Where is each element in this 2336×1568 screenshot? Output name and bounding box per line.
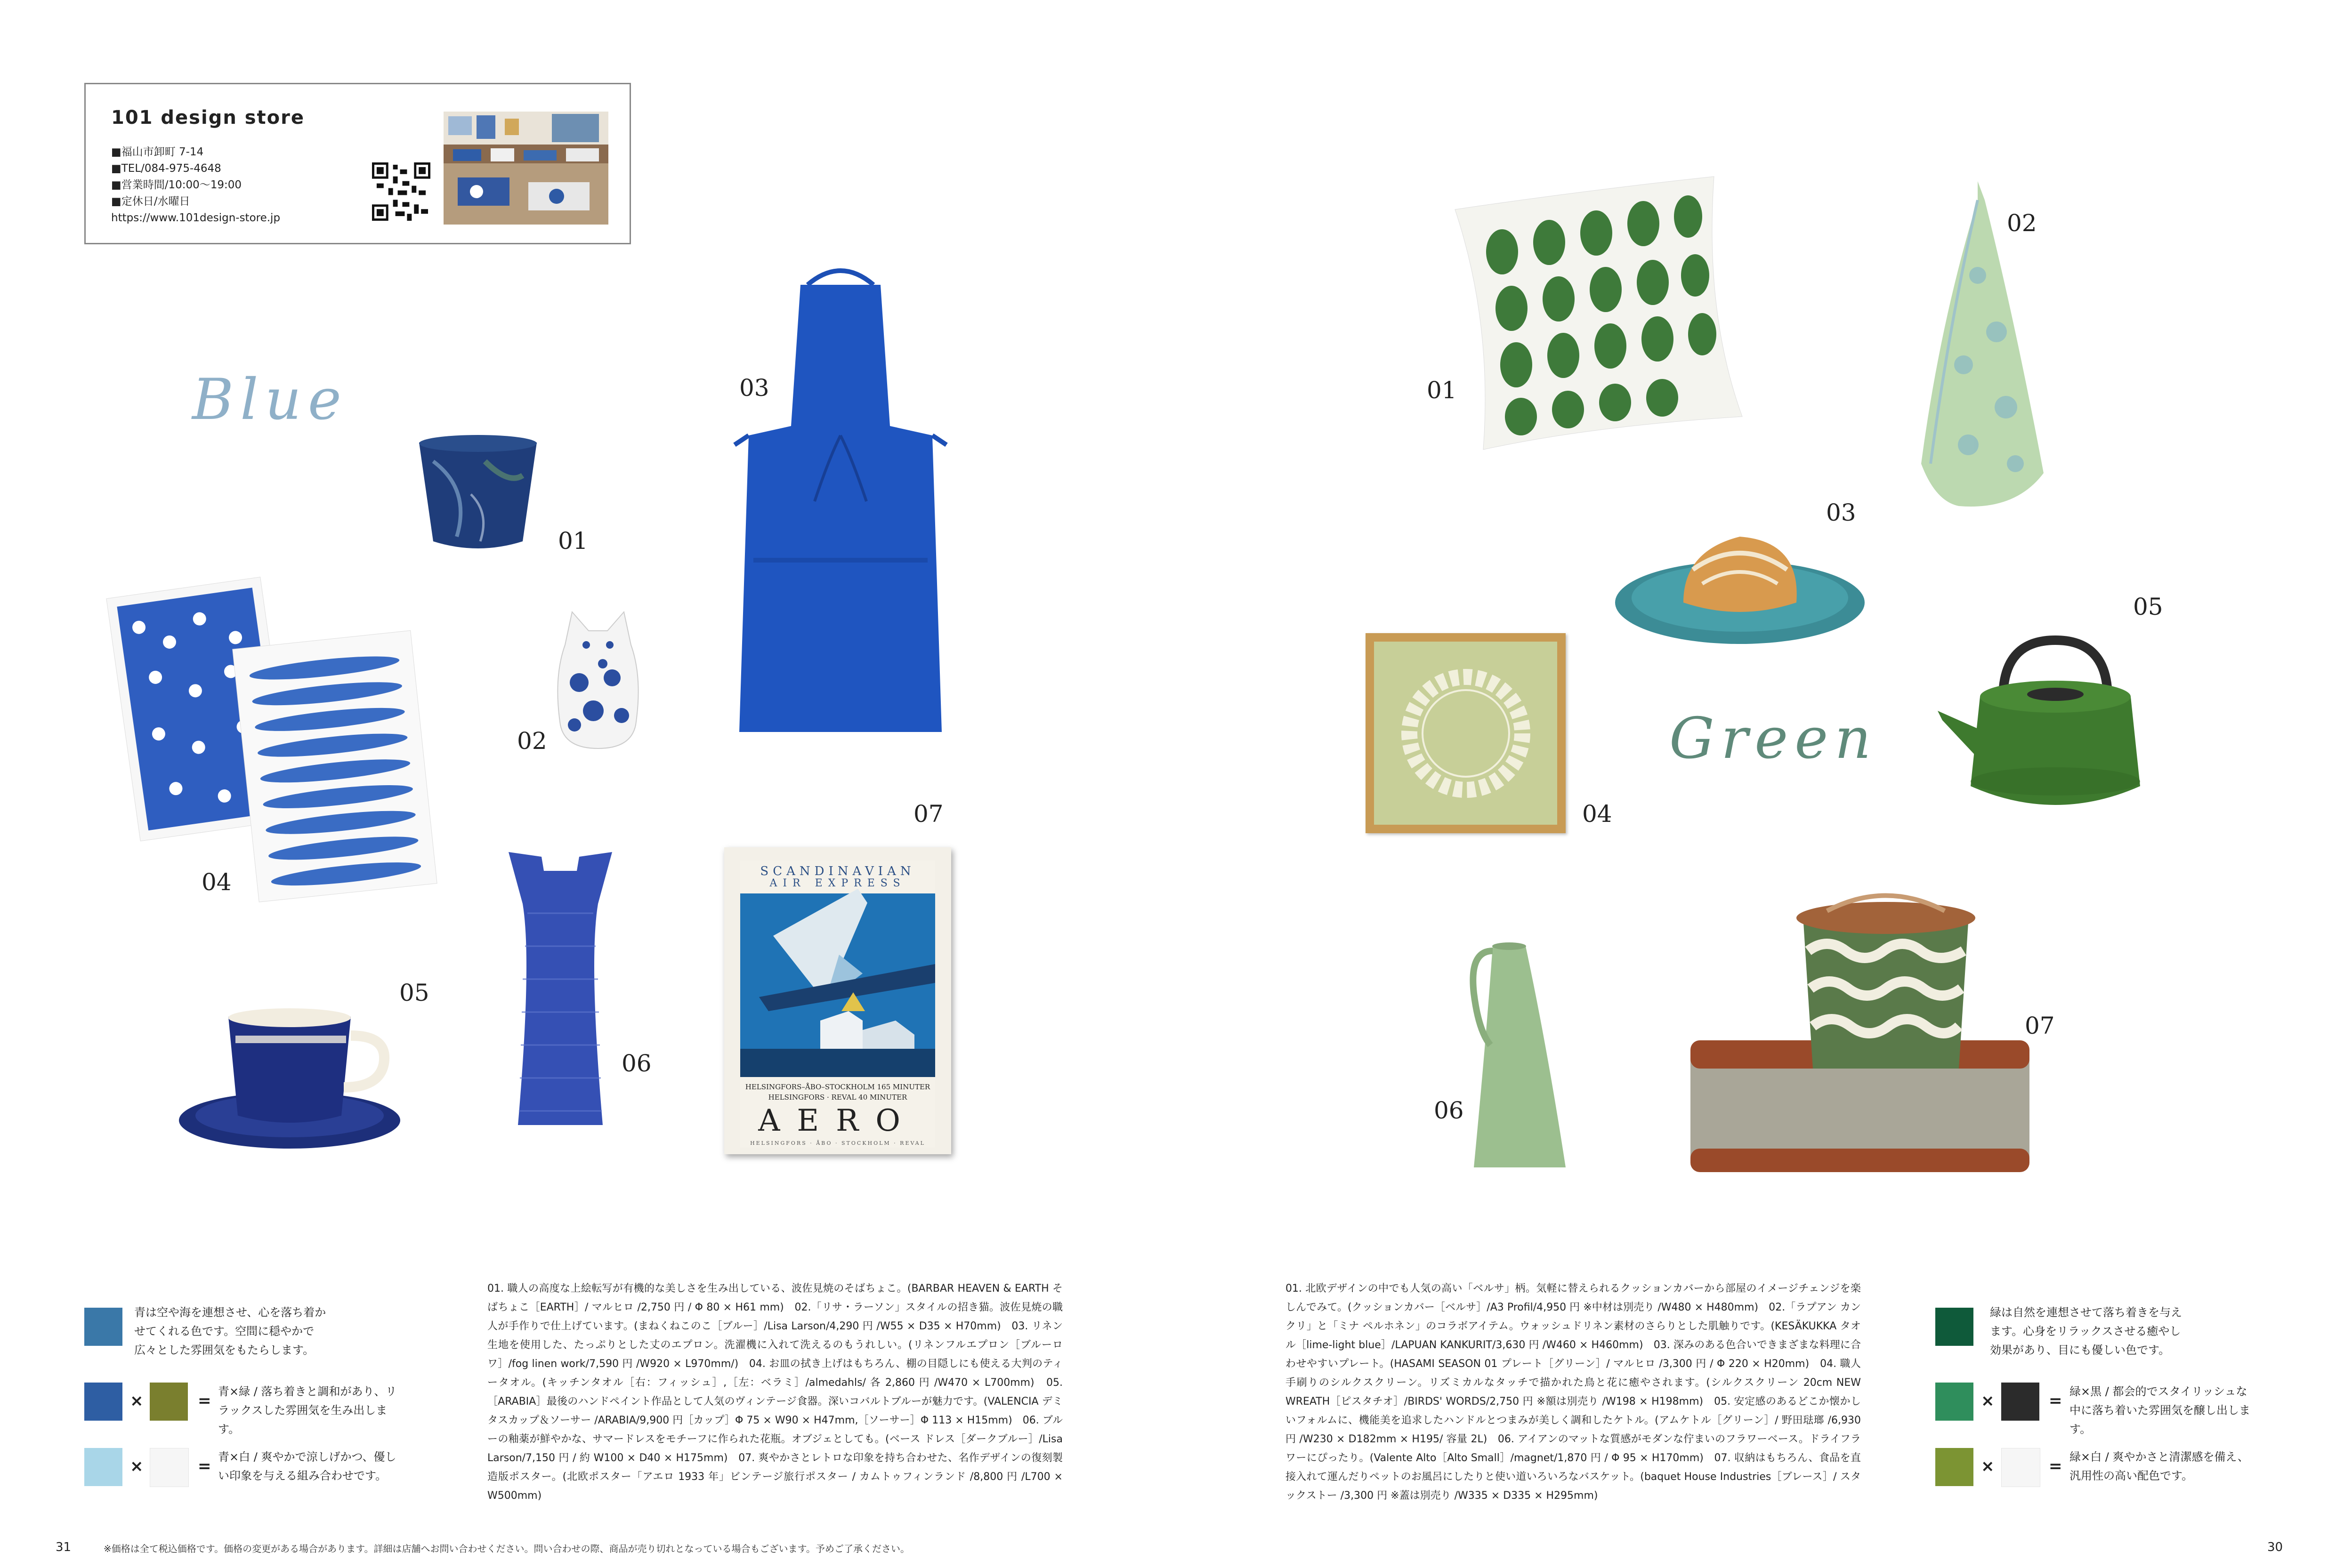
blue-label-06: 06 [622,1050,652,1077]
green-swatch-text-1: 緑は自然を連想させて落ち着きを与えます。心身をリラックスさせる癒やし効果があり、目にも優しい色です。 [1990,1306,2182,1357]
blue-swatch-light [84,1448,122,1486]
store-hours: ■営業時間/10:00～19:00 [111,179,242,191]
green-swatch-olive [1935,1448,1973,1486]
equals-sign: = [2049,1391,2062,1410]
framed-print-photo [1366,633,1566,833]
wreath-icon [1374,642,1557,825]
store-closed-day: ■定休日/水曜日 [111,195,190,208]
aero-poster-photo [724,847,951,1154]
blue-label-07: 07 [913,800,944,828]
poster-top-2: AIR EXPRESS [769,877,906,889]
blue-label-01: 01 [558,527,588,555]
blue-label-05: 05 [399,979,429,1006]
poster-title: AERO [758,1103,917,1138]
blue-swatch-text-2: 青×緑 / 落ち着きと調和があり、リラックスした雰囲気を生み出します。 [218,1385,397,1436]
green-label-04: 04 [1582,800,1612,828]
times-sign: × [1981,1457,1995,1476]
store-phone: ■TEL/084-975-4648 [111,162,221,175]
blue-caption: 01. 職人の高度な上絵転写が有機的な美しさを生み出している、波佐見焼のそばちょこ。(BARBAR HEAVEN & EARTH そばちょこ［EARTH］/ マルヒロ /2,750 円 / Φ 80 × H61 mm) 02.「リサ・ラーソン」スタイルの招き猫。波佐見焼の職人が手作りで仕上げています。(まねくねこのこ［ブルー］/Lisa Larson/4,290 円 /W55 × D35 × H70mm) 03. リネン生地を使用した、たっぷりとした丈のエプロン。洗濯機に入れて洗えるのもうれしい。(リネンフルエプロン［ブルーロワ］/fog linen work/7,590 円 /W920 × L970mm/) 04. お皿の拭き上げはもちろん、棚の目隠しにも使える大判のティータオル。(キッチンタオル［右：フィッシュ］,［左：ベラミ］/almedahls/ 各 2,860 円 /W470 × L700mm) 05.［ARABIA］最後のハンドペイント作品として人気のヴィンテージ食器。深いコバルトブルーが魅力です。(VALENCIA デミタスカップ＆ソーサー /ARABIA/9,900 円［カップ］Φ 75 × W90 × H47mm,［ソーサー］Φ 113 × H15mm) 06. ブルーの釉薬が鮮やかな、サマードレスをモチーフに作られた花瓶。オブジェとしても。(ベース ドレス［ダークブルー］/Lisa Larson/7,150 円 / 約 W100 × D40 × H175mm) 07. 爽やかさとレトロな印象を持ち合わせた、名作デザインの復刻製造版ポスター。(北欧ポスター「アエロ 1933 年」ビンテージ旅行ポスター / カムトゥフィンランド /8,800 円 /L700 × W500mm) [487,1283,1063,1502]
green-label-05: 05 [2133,593,2163,620]
page-number-right: 30 [2267,1540,2283,1554]
blue-swatch-green [150,1383,188,1421]
green-caption: 01. 北欧デザインの中でも人気の高い「ベルサ」柄。気軽に替えられるクッションカバーから部屋のイメージチェンジを楽しんでみて。(クッションカバー［ベルサ］/A3 Profil/4,950 円 ※中材は別売り /W480 × H480mm) 02.「ラプアン カンクリ」と「ミナ ペルホネン」のコラボアイテム。ウォッシュドリネン素材のさらりとした肌触りです。(KESÄKUKKA タオル［lime-light blue］/LAPUAN KANKURIT/3,630 円 /W460 × H460mm) 03. 深みのある色合いできまざまな料理に合わせやすいプレート。(HASAMI SEASON 01 プレート［グリーン］/ マルヒロ /3,300 円 / Φ 220 × H20mm) 04. 職人手刷りのシルクスクリーン。リズミカルなタッチで描かれた鳥と花に癒やされます。(シルクスクリーン 20cm NEW WREATH［ピスタチオ］/BIRDS' WORDS/2,750 円 ※額は別売り /W198 × H198mm) 05. 安定感のあるどこか懐かしいフォルムに、機能美を追求したハンドルとつまみが美しく調和したケトル。(アムケトル［グリーン］/ 野田琺瑯 /6,930 円 /W230 × D182mm × H195/ 容量 2L) 06. アイアンのマットな質感がモダンな佇まいのフラワーベース。ドライフラワーにぴったり。(Valente Alto［Alto Small］/magnet/1,870 円 / Φ 95 × H170mm) 07. 収納はもちろん、食品を直接入れて運んだりペットのお風呂にしたりと使い道いろいろなバスケット。(baquet House Industries［ブレース］/ スタックストー /3,300 円 ※蓋は別売り /W335 × D335 × H295mm) [1285,1283,1861,1502]
basket-suitcase-photo [1686,885,2034,1177]
green-swatch-white [2001,1448,2040,1487]
dress-vase-photo [499,843,622,1134]
times-sign: × [130,1391,144,1410]
blue-label-04: 04 [202,868,232,896]
demitasse-cup-photo [177,1003,407,1153]
blue-swatch-white [150,1448,189,1487]
poster-bottom: HELSINGFORS · ÅBO · STOCKHOLM · REVAL [750,1140,925,1146]
linen-apron-photo [735,257,946,741]
green-label-01: 01 [1427,377,1457,404]
qr-code-icon[interactable] [372,162,430,221]
soba-cup-photo [414,433,542,555]
blue-label-02: 02 [517,727,547,755]
blue-swatch-text-3: 青×白 / 爽やかで涼しげかつ、優しい印象を与える組み合わせです。 [218,1450,396,1482]
store-name: 101 design store [111,107,305,129]
blue-swatch-main [84,1308,122,1346]
times-sign: × [130,1457,144,1476]
poster-line-2: HELSINGFORS · REVAL 40 MINUTER [768,1093,907,1102]
enamel-kettle-photo [1933,626,2150,824]
green-swatch-text-3: 緑×白 / 爽やかさと清潔感を備え、汎用性の高い配色です。 [2069,1450,2249,1482]
green-heading: Green [1669,706,1878,772]
green-swatch-text-2: 緑×黒 / 都会的でスタイリッシュな中に落ち着いた雰囲気を醸し出します。 [2069,1385,2250,1436]
blue-swatch-text-1: 青は空や海を連想させ、心を落ち着かせてくれる色です。空間に穏やかで広々とした雰囲気をもたらします。 [134,1306,326,1357]
store-url[interactable]: https://www.101design-store.jp [111,212,281,224]
blue-heading: Blue [192,367,348,433]
green-swatch-green [1935,1383,1973,1421]
poster-line-1: HELSINGFORS–ÅBO–STOCKHOLM 165 MINUTER [745,1083,930,1091]
times-sign: × [1981,1391,1995,1410]
store-address: ■福山市卸町 7-14 [111,146,204,158]
store-details [111,144,280,226]
equals-sign: = [198,1457,211,1476]
store-info-box [84,83,631,244]
poster-artwork [740,860,935,1077]
page-number-left: 31 [56,1540,72,1554]
blue-swatch-blue [84,1383,122,1421]
green-label-03: 03 [1826,499,1856,526]
price-note: ※価格は全て税込価格です。価格の変更がある場合があります。詳細は店舗へお問い合わせください。問い合わせの際、商品が売り切れとなっている場合もございます。予めご了承ください。 [104,1543,910,1554]
plate-cinnamon-roll-photo [1613,508,1867,645]
green-swatch-black [2001,1383,2039,1421]
equals-sign: = [198,1391,211,1410]
flower-vase-photo [1464,937,1573,1172]
equals-sign: = [2049,1457,2062,1476]
lucky-cat-photo [546,603,650,753]
tea-towels-photo [104,565,447,904]
poster-top-1: SCANDINAVIAN [760,864,915,878]
cushion-photo [1441,172,1742,450]
green-label-06: 06 [1434,1097,1464,1124]
green-label-07: 07 [2025,1012,2055,1039]
store-interior-photo [444,112,608,225]
green-label-02: 02 [2007,209,2037,237]
green-swatch-main [1935,1308,1973,1346]
blue-label-03: 03 [739,374,769,402]
